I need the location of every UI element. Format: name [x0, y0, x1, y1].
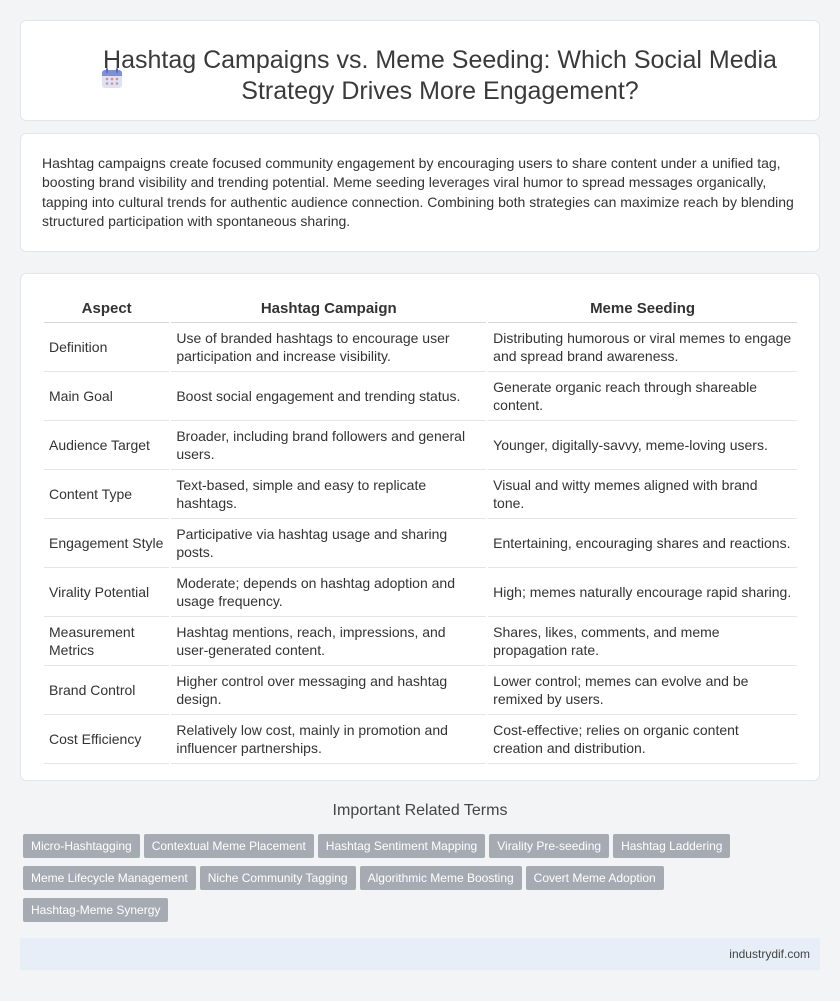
- related-terms-list: [23, 834, 783, 930]
- hashtag-cell: Hashtag mentions, reach, impressions, and user-generated content.: [171, 617, 486, 666]
- aspect-cell: Content Type: [44, 470, 169, 519]
- footer-site-link[interactable]: industrydif.com: [729, 947, 810, 961]
- meme-cell: High; memes naturally encourage rapid sharing.: [488, 568, 797, 617]
- related-term-tag[interactable]: Meme Lifecycle Management: [23, 866, 196, 890]
- hashtag-cell: Broader, including brand followers and general users.: [171, 421, 486, 470]
- aspect-cell: Cost Efficiency: [44, 715, 169, 764]
- aspect-cell: Engagement Style: [44, 519, 169, 568]
- table-row: [44, 715, 797, 764]
- hashtag-cell: Boost social engagement and trending status.: [171, 372, 486, 421]
- aspect-cell: Audience Target: [44, 421, 169, 470]
- header-aspect: Aspect: [44, 294, 169, 323]
- table-row: [44, 666, 797, 715]
- hashtag-cell: Moderate; depends on hashtag adoption and usage frequency.: [171, 568, 486, 617]
- aspect-cell: Brand Control: [44, 666, 169, 715]
- aspect-cell: Virality Potential: [44, 568, 169, 617]
- header-hashtag-campaign: Hashtag Campaign: [171, 294, 486, 323]
- aspect-cell: Main Goal: [44, 372, 169, 421]
- meme-cell: Shares, likes, comments, and meme propagation rate.: [488, 617, 797, 666]
- meme-cell: Lower control; memes can evolve and be remixed by users.: [488, 666, 797, 715]
- hashtag-cell: Relatively low cost, mainly in promotion and influencer partnerships.: [171, 715, 486, 764]
- intro-paragraph: Hashtag campaigns create focused community engagement by encouraging users to share content under a unified tag, boosting brand visibility and trending potential. Meme seeding leverages viral humor to spread messages organically, tapping into cultural trends for authentic audience connection. Combining both strategies can maximize reach by blending structured participation with spontaneous sharing.: [42, 155, 794, 230]
- comparison-table: [42, 294, 799, 764]
- meme-cell: Visual and witty memes aligned with brand tone.: [488, 470, 797, 519]
- related-term-tag[interactable]: Virality Pre-seeding: [489, 834, 609, 858]
- comparison-card: [20, 273, 820, 781]
- table-row: [44, 470, 797, 519]
- meme-cell: Younger, digitally-savvy, meme-loving users.: [488, 421, 797, 470]
- related-term-tag[interactable]: Covert Meme Adoption: [526, 866, 664, 890]
- table-row: [44, 519, 797, 568]
- table-row: [44, 617, 797, 666]
- intro-card: [20, 133, 820, 252]
- related-term-tag[interactable]: Hashtag Laddering: [613, 834, 730, 858]
- table-row: [44, 372, 797, 421]
- aspect-cell: Measurement Metrics: [44, 617, 169, 666]
- footer: [20, 938, 820, 970]
- related-term-tag[interactable]: Contextual Meme Placement: [144, 834, 314, 858]
- related-term-tag[interactable]: Algorithmic Meme Boosting: [360, 866, 522, 890]
- hashtag-cell: Text-based, simple and easy to replicate hashtags.: [171, 470, 486, 519]
- hashtag-cell: Participative via hashtag usage and sharing posts.: [171, 519, 486, 568]
- related-term-tag[interactable]: Niche Community Tagging: [200, 866, 356, 890]
- title-card: [20, 20, 820, 121]
- related-terms-title: Important Related Terms: [332, 802, 508, 819]
- related-term-tag[interactable]: Hashtag Sentiment Mapping: [318, 834, 485, 858]
- table-row: [44, 323, 797, 372]
- meme-cell: Distributing humorous or viral memes to engage and spread brand awareness.: [488, 323, 797, 372]
- table-header-row: [44, 294, 797, 323]
- meme-cell: Entertaining, encouraging shares and reactions.: [488, 519, 797, 568]
- header-meme-seeding: Meme Seeding: [488, 294, 797, 323]
- related-term-tag[interactable]: Hashtag-Meme Synergy: [23, 898, 168, 922]
- aspect-cell: Definition: [44, 323, 169, 372]
- related-term-tag[interactable]: Micro-Hashtagging: [23, 834, 140, 858]
- meme-cell: Generate organic reach through shareable content.: [488, 372, 797, 421]
- page-title: Hashtag Campaigns vs. Meme Seeding: Which Social Media Strategy Drives More Engagement?: [103, 46, 777, 105]
- hashtag-cell: Higher control over messaging and hashtag design.: [171, 666, 486, 715]
- hashtag-cell: Use of branded hashtags to encourage user participation and increase visibility.: [171, 323, 486, 372]
- meme-cell: Cost-effective; relies on organic content creation and distribution.: [488, 715, 797, 764]
- table-row: [44, 568, 797, 617]
- table-row: [44, 421, 797, 470]
